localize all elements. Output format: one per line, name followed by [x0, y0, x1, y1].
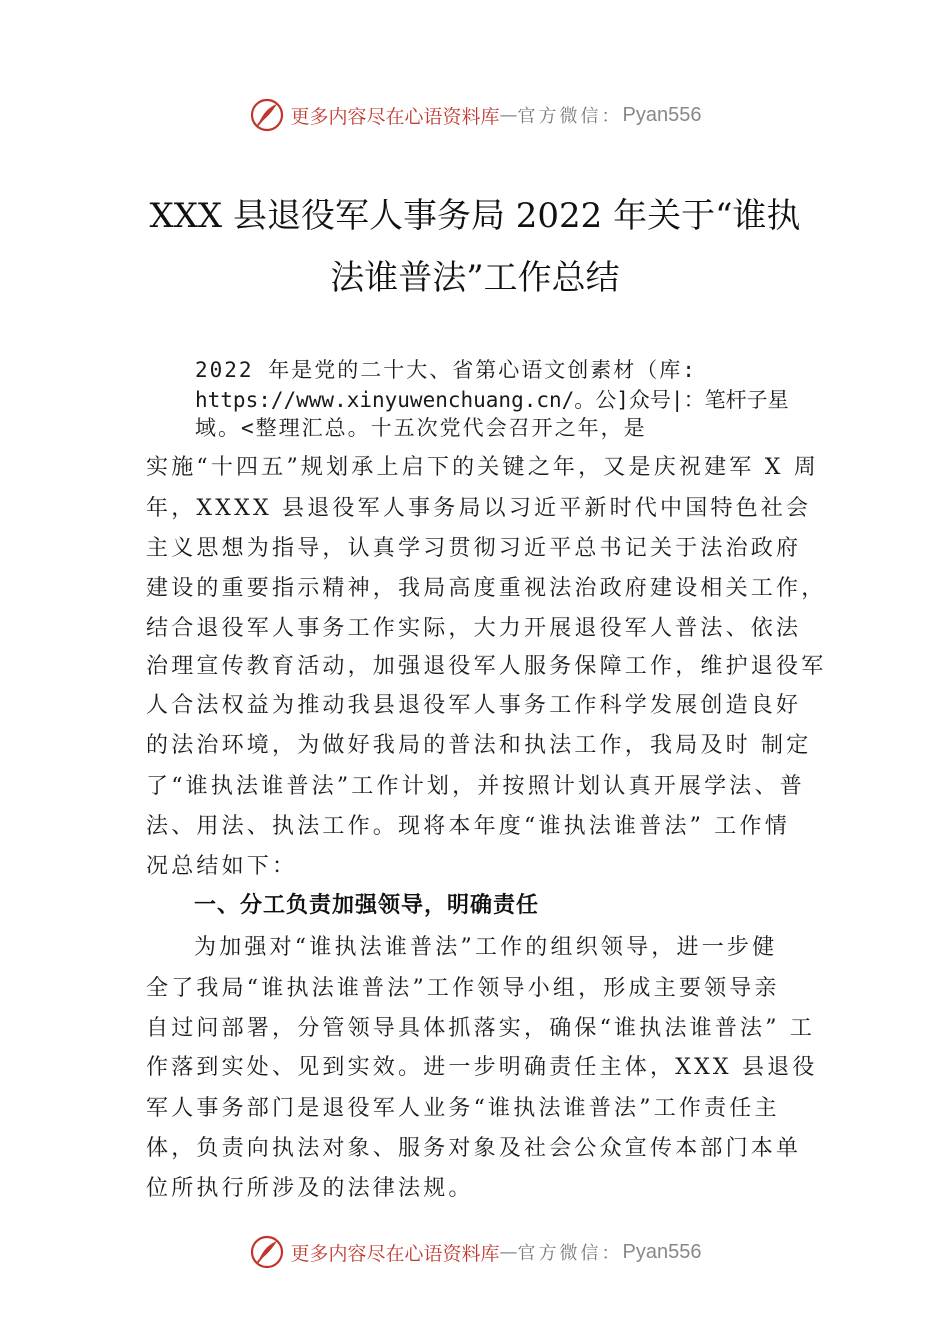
- paragraph-line: 人合法权益为推动我县退役军人事务工作科学发展创造良好: [146, 693, 802, 718]
- banner-official-label: 官方微信：: [517, 106, 623, 127]
- lead-line-3: 域。<整理汇总。十五次党代会召开之年，是: [195, 416, 647, 440]
- banner-dash: —: [499, 104, 518, 126]
- paragraph-line: 了“谁执法谁普法”工作计划，并按照计划认真开展学法、普: [146, 774, 805, 799]
- banner-wechat-id: Pyan556: [622, 1240, 702, 1263]
- paragraph-line: 为加强对“谁执法谁普法”工作的组织领导，进一步健: [194, 935, 778, 960]
- paragraph-line: 的法治环境，为做好我局的普法和执法工作，我局及时 制定: [146, 733, 812, 758]
- banner-official-label: 官方微信：: [517, 1243, 623, 1264]
- lead-line-2: https://www.xinyuwenchuang.cn/。公]众号|：笔杆子星: [195, 388, 789, 412]
- paragraph-line: 法、用法、执法工作。现将本年度“谁执法谁普法” 工作情: [146, 814, 790, 839]
- paragraph-line: 体，负责向执法对象、服务对象及社会公众宣传本部门本单: [146, 1136, 802, 1161]
- section-heading-1: 一、分工负责加强领导，明确责任: [194, 893, 540, 918]
- document-title-line-2: 法谁普法”工作总结: [330, 258, 620, 298]
- header-banner: [0, 95, 950, 135]
- paragraph-line: 结合退役军人事务工作实际，大力开展退役军人普法、依法: [146, 616, 802, 641]
- paragraph-line: 自过问部署，分管领导具体抓落实，确保“谁执法谁普法” 工: [146, 1016, 816, 1041]
- lead-line-1: 2022 年是党的二十大、省第心语文创素材（库:: [195, 358, 697, 382]
- paragraph-line: 全了我局“谁执法谁普法”工作领导小组，形成主要领导亲: [146, 976, 780, 1001]
- document-title-line-1: XXX 县退役军人事务局 2022 年关于“谁执: [149, 196, 801, 236]
- feather-pen-logo-icon: [249, 1234, 285, 1270]
- footer-banner: [0, 1232, 950, 1272]
- banner-dash: —: [499, 1241, 518, 1263]
- paragraph-line: 建设的重要指示精神，我局高度重视法治政府建设相关工作，: [146, 576, 827, 601]
- paragraph-line: 主义思想为指导，认真学习贯彻习近平总书记关于法治政府: [146, 536, 802, 561]
- paragraph-line: 位所执行所涉及的法律法规。: [146, 1176, 474, 1201]
- paragraph-line: 况总结如下：: [146, 854, 298, 879]
- banner-slogan: 更多内容尽在心语资料库: [290, 1242, 500, 1265]
- paragraph-line: 军人事务部门是退役军人业务“谁执法谁普法”工作责任主: [146, 1096, 780, 1121]
- banner-wechat-id: Pyan556: [622, 103, 702, 126]
- paragraph-line: 实施“十四五”规划承上启下的关键之年，又是庆祝建军 X 周: [146, 455, 819, 480]
- paragraph-line: 治理宣传教育活动，加强退役军人服务保障工作，维护退役军: [146, 654, 827, 679]
- feather-pen-logo-icon: [249, 97, 285, 133]
- banner-slogan: 更多内容尽在心语资料库: [290, 105, 500, 128]
- paragraph-line: 年，XXXX 县退役军人事务局以习近平新时代中国特色社会: [146, 496, 812, 521]
- paragraph-line: 作落到实处、见到实效。进一步明确责任主体，XXX 县退役: [146, 1055, 818, 1080]
